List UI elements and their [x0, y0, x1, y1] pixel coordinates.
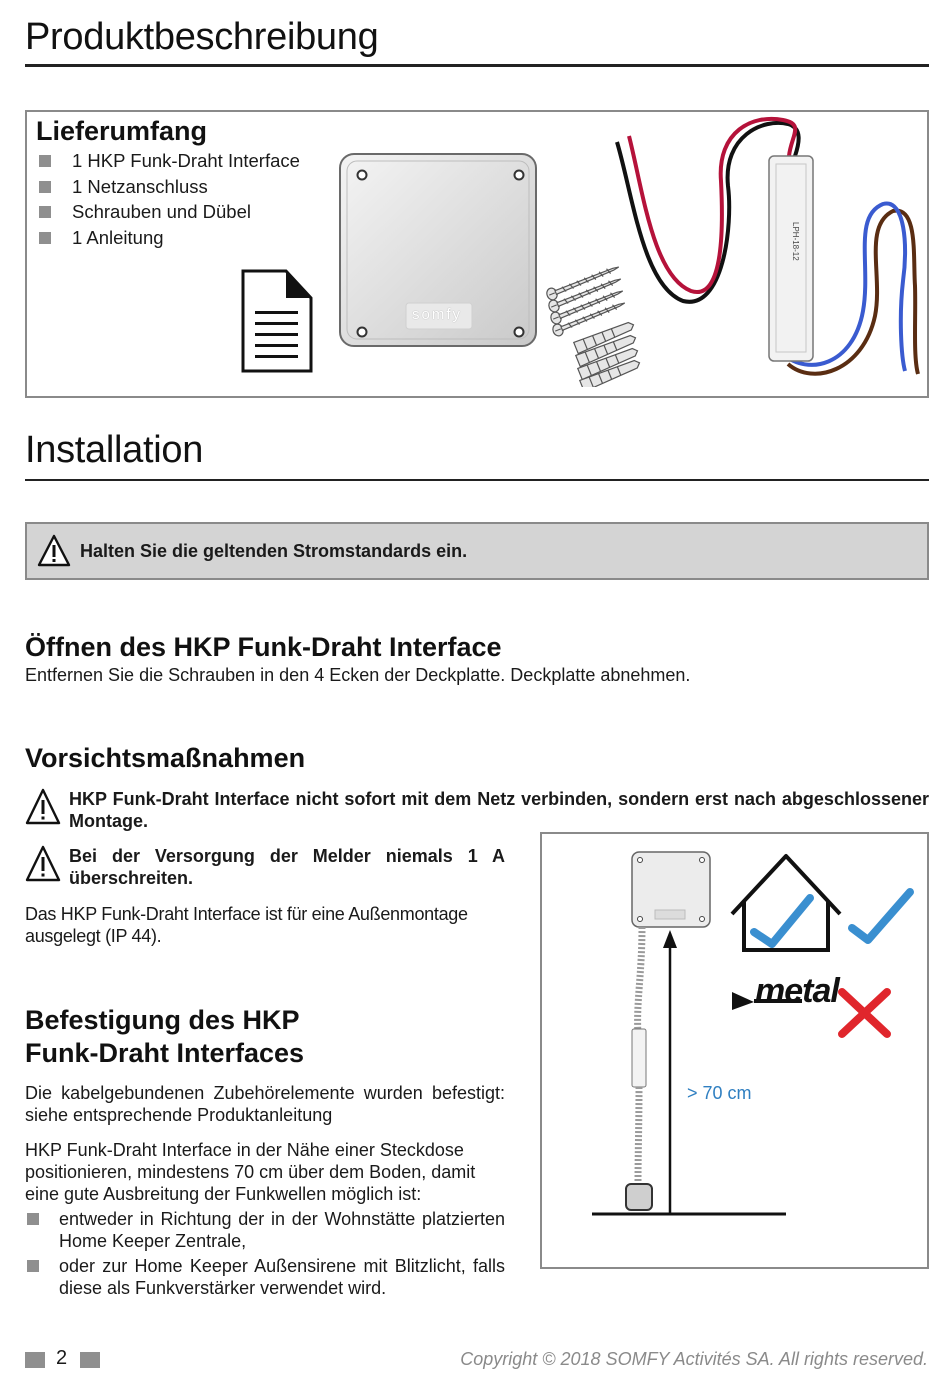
scope-of-delivery-box	[25, 110, 929, 398]
opening-text: Entfernen Sie die Schrauben in den 4 Ecken der Deckplatte. Deckplatte abnehmen.	[25, 665, 691, 685]
mounting-heading-line-1: Befestigung des HKP	[25, 1005, 300, 1035]
precaution-text: Das HKP Funk-Draht Interface ist für eine Außenmontage ausgelegt (IP 44).	[25, 904, 468, 946]
height-label: > 70 cm	[687, 1083, 752, 1103]
warning-icon	[25, 845, 61, 883]
opening-heading: Öffnen des HKP Funk-Draht Interface	[25, 632, 502, 662]
scope-item: 1 HKP Funk-Draht Interface	[27, 148, 300, 174]
scope-item: 1 Anleitung	[27, 225, 300, 251]
standards-warning-bar	[25, 522, 929, 580]
scope-item: 1 Netzanschluss	[27, 174, 300, 200]
precaution-warning-2: Bei der Versorgung der Melder niemals 1 A überschreiten.	[69, 846, 505, 888]
warning-icon	[25, 788, 61, 826]
precaution-warning-1: HKP Funk-Draht Interface nicht sofort mit dem Netz verbinden, sondern erst nach abgeschlossener Montage.	[69, 789, 929, 831]
scope-item: Schrauben und Dübel	[27, 199, 300, 225]
title-rule	[25, 64, 929, 67]
page-title-installation: Installation	[25, 429, 204, 471]
mounting-list	[25, 1208, 505, 1302]
title-rule	[25, 479, 929, 481]
page-title-product: Produktbeschreibung	[25, 16, 379, 58]
scope-list	[27, 148, 300, 250]
footer-marker	[80, 1352, 100, 1368]
mounting-paragraph-1: Die kabelgebundenen Zubehörelemente wurden befestigt: siehe entsprechende Produktanleitung	[25, 1083, 505, 1125]
somfy-logo: somfy	[412, 306, 463, 323]
mounting-heading-line-2: Funk-Draht Interfaces	[25, 1038, 305, 1068]
psu-label: LPH-18-12	[791, 222, 800, 261]
copyright: Copyright © 2018 SOMFY Activités SA. All rights reserved.	[460, 1349, 928, 1369]
mounting-paragraph-2: HKP Funk-Draht Interface in der Nähe einer Steckdose positionieren, mindestens 70 cm über dem Boden, damit eine gute Ausbreitung der Funkwellen möglich ist:	[25, 1140, 476, 1204]
mounting-list-item: entweder in Richtung der in der Wohnstätte platzierten Home Keeper Zentrale,	[25, 1208, 505, 1252]
mounting-height-figure	[540, 832, 929, 1269]
document-icon	[240, 268, 314, 374]
mounting-heading	[25, 1004, 304, 1070]
standards-warning-text: Halten Sie die geltenden Stromstandards ein.	[80, 541, 468, 561]
mounting-diagram	[542, 834, 927, 1267]
power-supply-illustration	[613, 116, 923, 392]
metal-label: metal	[755, 972, 839, 1010]
page-number: 2	[56, 1347, 68, 1369]
mounting-list-item: oder zur Home Keeper Außensirene mit Blitzlicht, falls diese als Funkverstärker verwendet wird.	[25, 1255, 505, 1299]
warning-icon	[37, 534, 71, 568]
precautions-heading: Vorsichtsmaßnahmen	[25, 743, 306, 773]
footer-marker	[25, 1352, 45, 1368]
scope-title: Lieferumfang	[36, 116, 208, 146]
